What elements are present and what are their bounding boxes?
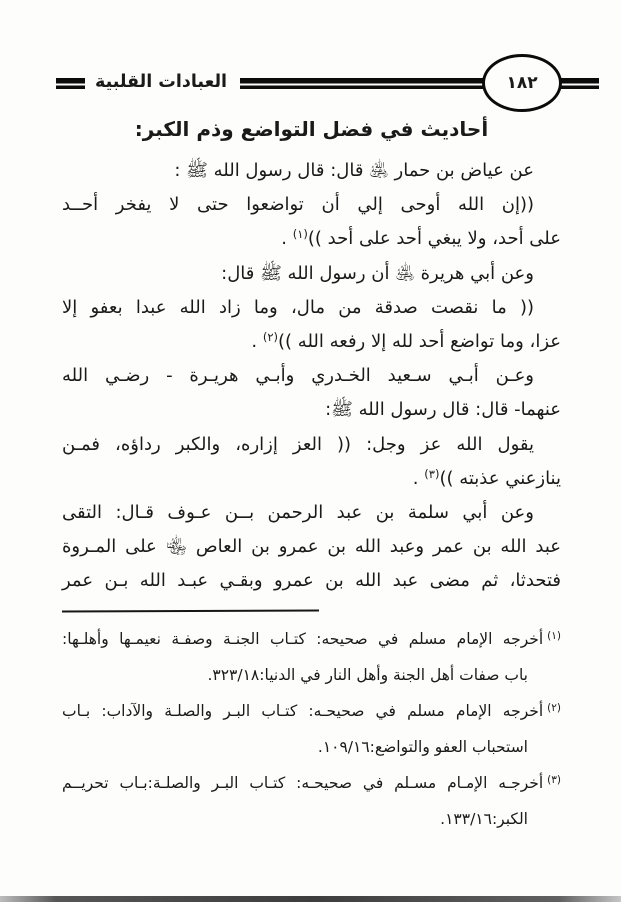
footnote-line-2: الكبر:١٣٣/١٦.: [440, 809, 528, 828]
body-line: [62, 393, 561, 427]
body-line: [62, 325, 561, 359]
body-line: [62, 462, 561, 496]
footnote-line-1: [62, 765, 561, 801]
body-line: [62, 222, 561, 256]
header-rule-left: [240, 78, 485, 89]
body-line-text: يقول الله عز وجل: (( العز إزاره، والكبر رداؤه، فمـن: [62, 433, 534, 455]
section-title-dash: [56, 78, 85, 89]
body-line-text: ((إن الله أوحى إلي أن تواضعوا حتى لا يفخر أحــد: [62, 194, 534, 216]
body-line-tail: .: [281, 228, 293, 250]
body-line: [62, 257, 561, 291]
header-rule-right: [559, 78, 599, 89]
footnote-text: أخرجه الإمام مسلم في صحيحـه: كتـاب البـر والصلـة والآداب: بـاب: [62, 701, 544, 720]
bottom-edge-bar: [0, 896, 621, 902]
body-line-text: على أحد، ولا يبغي أحد على أحد )): [307, 228, 561, 250]
footnote-line-2: استحباب العفو والتواضع:١٠٩/١٦.: [317, 737, 528, 756]
body-line-tail: .: [251, 331, 263, 353]
footnote-separator: [62, 609, 319, 612]
body-line: [62, 359, 561, 393]
body-line-text: عنهما- قال: قال رسول الله ﷺ:: [325, 399, 561, 421]
page-number-oval: [482, 54, 562, 112]
footnote-line-2: باب صفات أهل الجنة وأهل النار في الدنيا:٣٢٣/١٨.: [207, 665, 528, 684]
body-line: [62, 564, 561, 598]
chapter-heading: أحاديث في فضل التواضع وذم الكبر:: [134, 117, 489, 141]
footnote-marker: (١): [547, 629, 561, 642]
footnote-line-1: [62, 693, 561, 729]
footnote-ref: (٢): [262, 330, 279, 345]
footnote: [62, 693, 561, 765]
body-line: [62, 496, 561, 530]
footnote-ref: (١): [292, 227, 308, 242]
body-line-text: ينازعني عذبته )): [439, 467, 561, 489]
footnote: [62, 621, 561, 693]
body-line-text: عبد الله بن عمر وعبد الله بن عمرو بن العاص ﵄ على المـروة: [62, 536, 561, 558]
page-content: [62, 117, 561, 837]
body-line: [62, 428, 561, 462]
body-line-text: وعن أبي هريرة ﵁ أن رسول الله ﷺ قال:: [221, 262, 534, 284]
body-text: [62, 154, 561, 599]
footnote-marker: (٢): [547, 701, 561, 714]
footnote-text: أخرجـه الإمـام مسـلم في صحيحـه: كتـاب البـر والصلـة:بـاب تحريــم: [62, 773, 544, 792]
footnote-marker: (٣): [547, 773, 561, 786]
body-line-text: (( ما نقصت صدقة من مال، وما زاد الله عبدا بعفو إلا: [62, 296, 534, 318]
body-line: [62, 291, 561, 325]
body-line: [62, 154, 561, 188]
page-header: [56, 54, 599, 112]
body-line-tail: .: [412, 467, 425, 489]
footnotes: [62, 621, 561, 837]
footnote-ref: (٣): [424, 466, 440, 481]
body-line-text: فتحدثا، ثم مضى عبد الله بن عمرو وبقـي عبـد الله بـن عمر: [62, 570, 561, 592]
body-line: [62, 530, 561, 564]
footnote-line-1: [62, 621, 561, 657]
body-line: [62, 188, 561, 222]
section-title: العبادات القلبية: [95, 72, 228, 92]
body-line-text: وعـن أبـي سـعيد الخـدري وأبـي هريـرة - رضـي الله: [62, 365, 534, 387]
body-line-text: وعن أبي سلمة بن عبد الرحمن بــن عـوف قـال: التقى: [62, 502, 534, 524]
page-number: ١٨٢: [506, 73, 538, 93]
body-line-text: عزا، وما تواضع أحد لله إلا رفعه الله )): [278, 331, 561, 353]
footnote-text: أخرجه الإمام مسلم في صحيحه: كتـاب الجنـة وصفـة نعيمـها وأهلـها:: [62, 629, 544, 648]
footnote: [62, 765, 561, 837]
body-line-text: عن عياض بن حمار ﵁ قال: قال رسول الله ﷺ :: [174, 160, 534, 181]
